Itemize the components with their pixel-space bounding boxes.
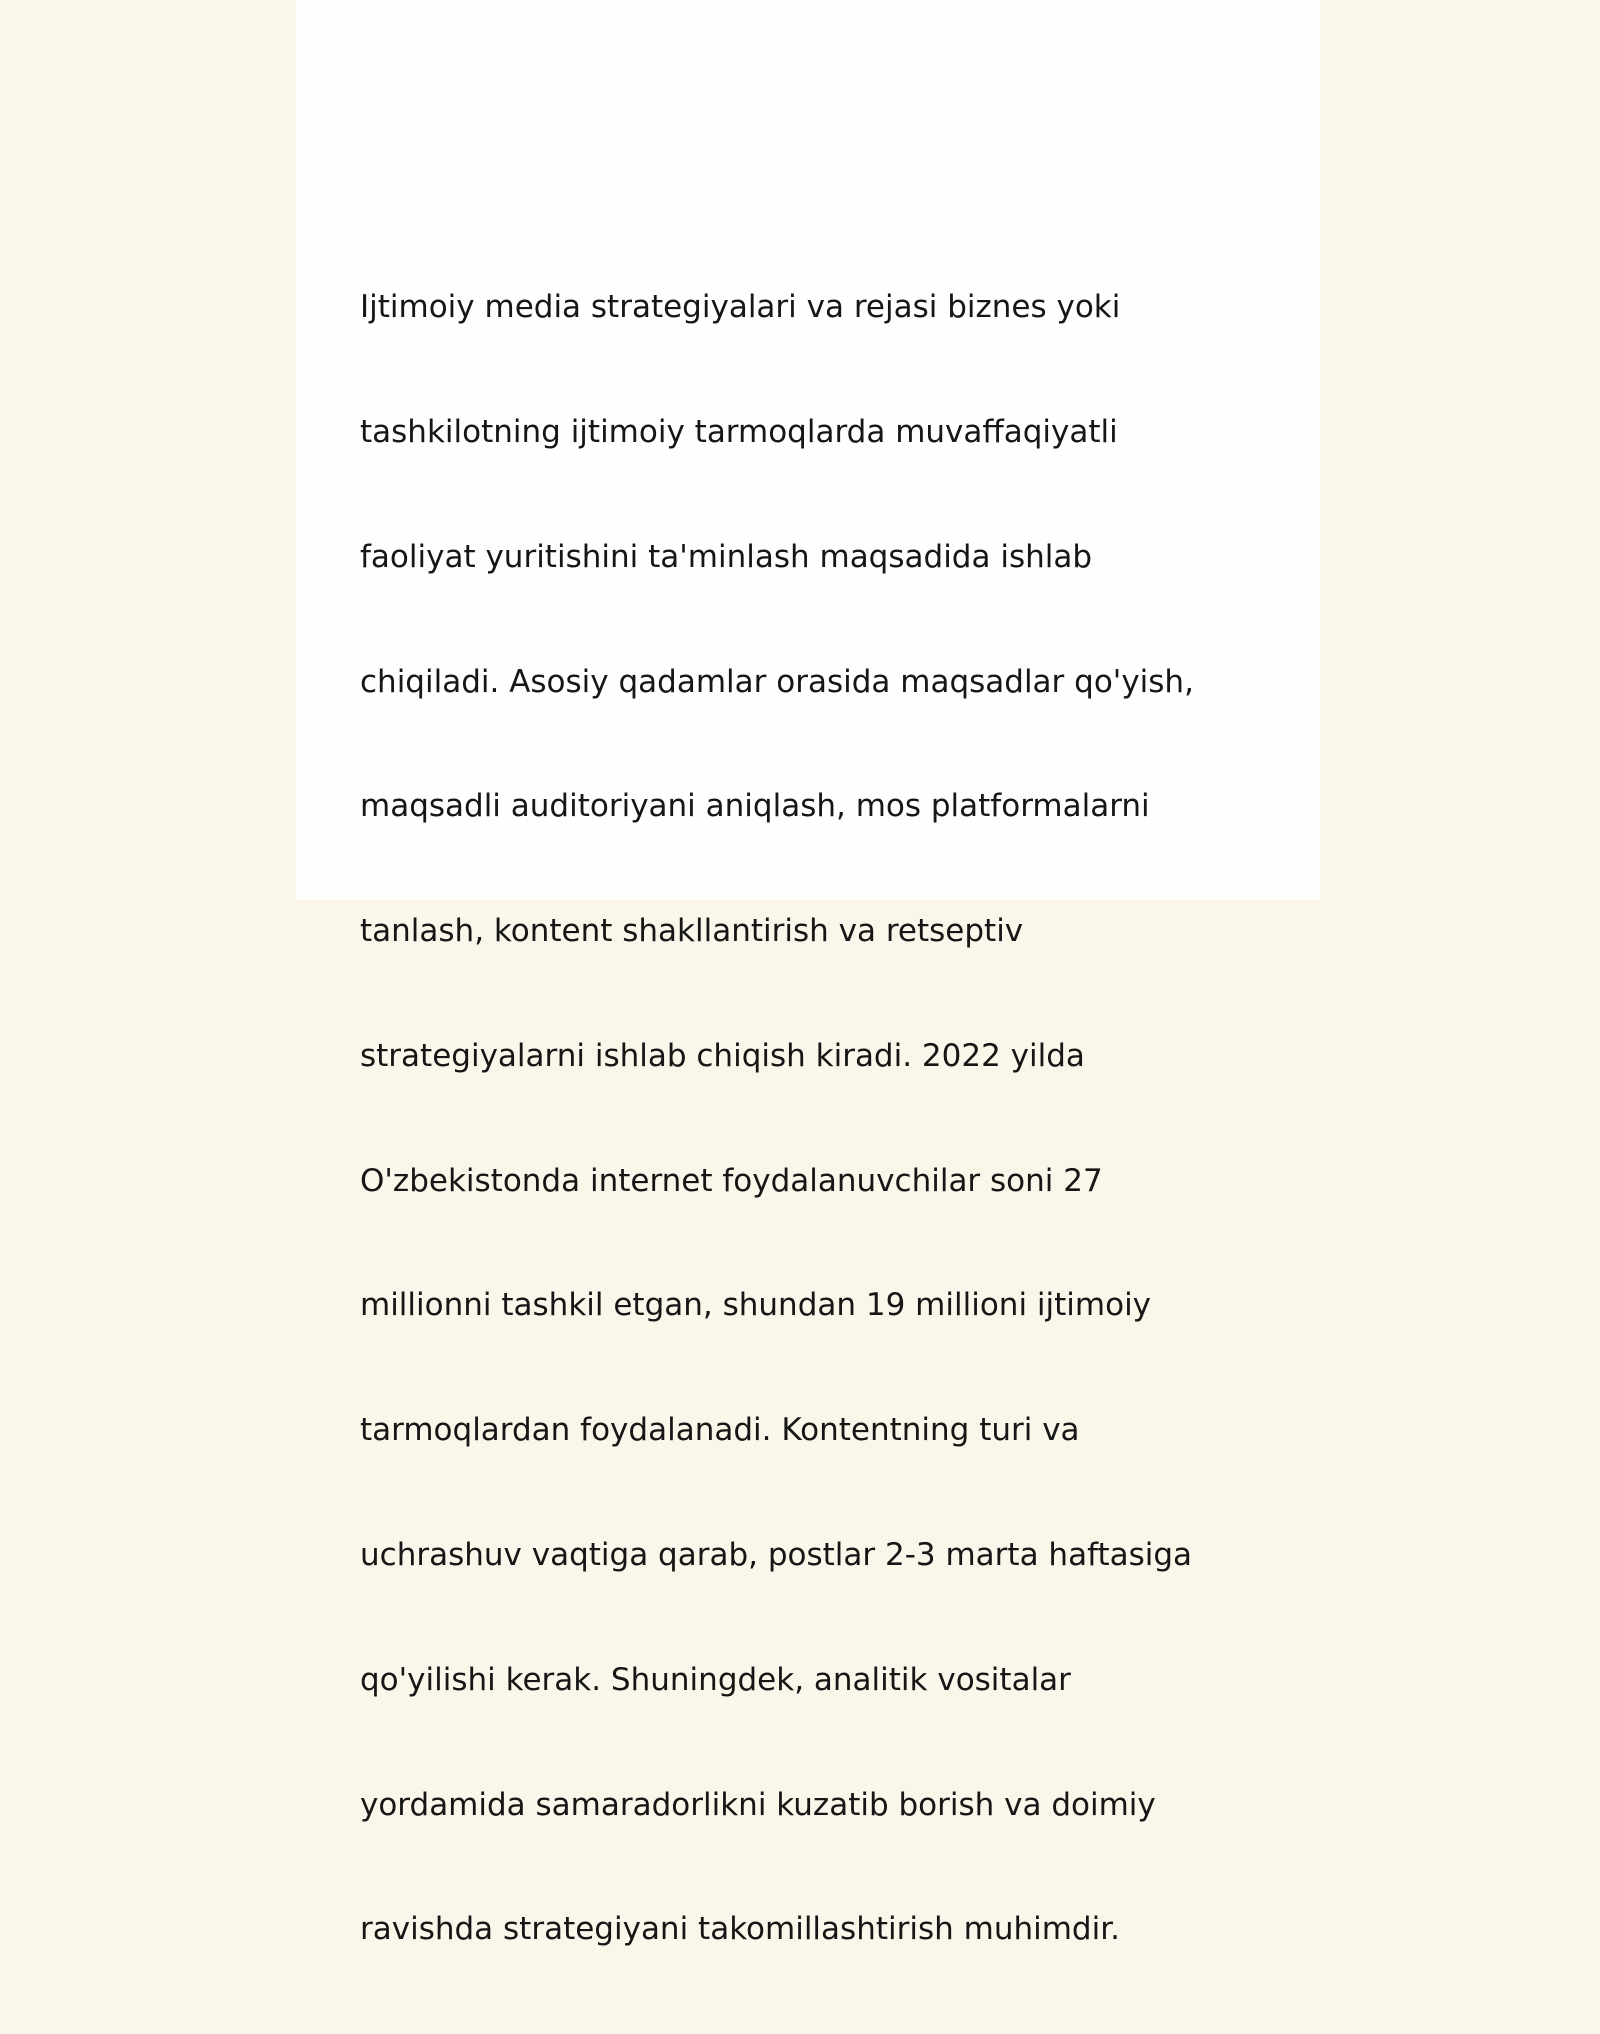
paragraph-line: ravishda strategiyani takomillashtirish muhimdir.	[360, 1911, 1120, 1948]
paragraph-line: O'zbekistonda internet foydalanuvchilar soni 27	[360, 1162, 1103, 1199]
paragraph-line: qo'yilishi kerak. Shuningdek, analitik vositalar	[360, 1661, 1071, 1698]
paragraph-line: millionni tashkil etgan, shundan 19 millioni ijtimoiy	[360, 1287, 1152, 1324]
paragraph-line: tarmoqlardan foydalanadi. Kontentning turi va	[360, 1412, 1080, 1449]
paragraph-line: faoliyat yuritishini ta'minlash maqsadida ishlab	[360, 538, 1093, 575]
paragraph-line: tanlash, kontent shakllantirish va retseptiv	[360, 913, 1024, 950]
document-page	[296, 0, 1320, 1948]
body-paragraph	[360, 204, 1260, 2034]
paragraph-line: strategiyalarni ishlab chiqish kiradi. 2022 yilda	[360, 1037, 1085, 1074]
paragraph-line: chiqiladi. Asosiy qadamlar orasida maqsadlar qo'yish,	[360, 663, 1194, 700]
paragraph-line: yordamida samaradorlikni kuzatib borish va doimiy	[360, 1786, 1156, 1823]
paragraph-line: Ijtimoiy media strategiyalari va rejasi biznes yoki	[360, 289, 1121, 326]
paragraph-line: maqsadli auditoriyani aniqlash, mos platformalarni	[360, 788, 1150, 825]
paragraph-line: tashkilotning ijtimoiy tarmoqlarda muvaffaqiyatli	[360, 413, 1118, 450]
paragraph-line: uchrashuv vaqtiga qarab, postlar 2-3 marta haftasiga	[360, 1537, 1193, 1573]
